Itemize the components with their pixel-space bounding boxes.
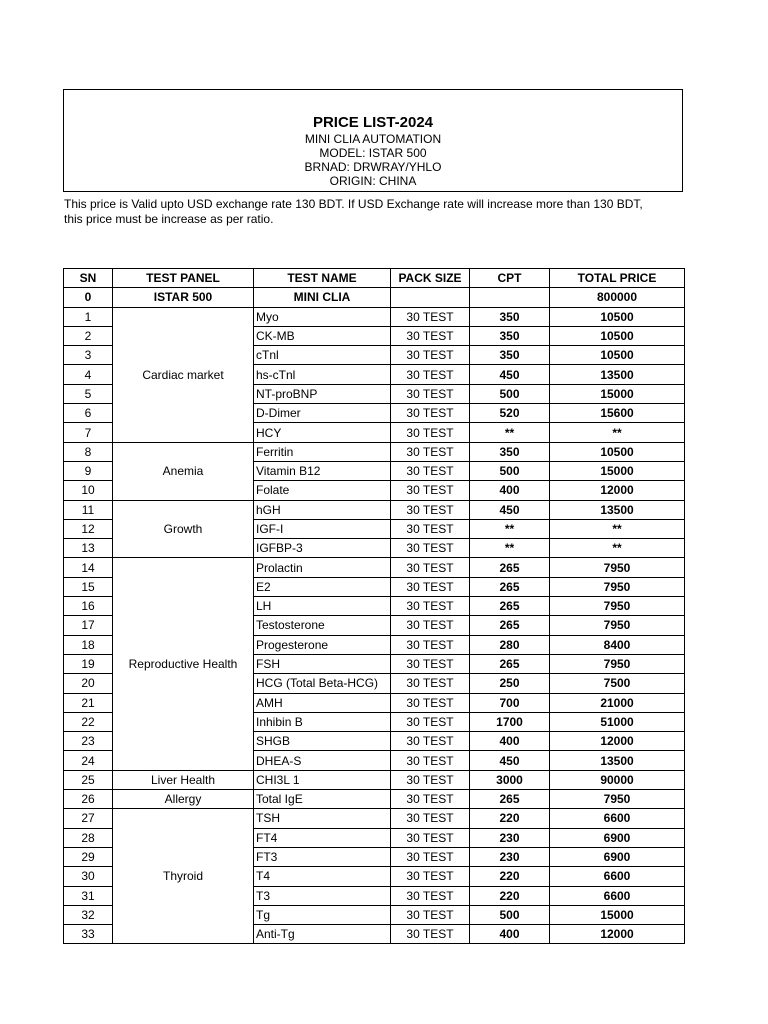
sn-cell: 7	[64, 423, 113, 442]
total-price-cell: 13500	[550, 500, 685, 519]
sn-cell: 33	[64, 925, 113, 944]
pack-size-cell: 30 TEST	[391, 500, 470, 519]
cpt-cell: **	[470, 539, 550, 558]
table-row	[64, 288, 685, 307]
page-title: PRICE LIST-2024	[312, 114, 434, 131]
pack-size-cell: 30 TEST	[391, 577, 470, 596]
sn-cell: 11	[64, 500, 113, 519]
cpt-cell: 280	[470, 635, 550, 654]
pack-size-cell: 30 TEST	[391, 597, 470, 616]
total-price-cell: 6600	[550, 809, 685, 828]
pack-size-cell: 30 TEST	[391, 558, 470, 577]
price-table	[63, 268, 685, 944]
cpt-cell: 350	[470, 326, 550, 345]
cpt-cell: 265	[470, 616, 550, 635]
sn-cell: 22	[64, 712, 113, 731]
total-price-cell: 13500	[550, 365, 685, 384]
total-price-cell: 7950	[550, 790, 685, 809]
cpt-cell: 265	[470, 597, 550, 616]
test-name-cell: IGFBP-3	[254, 539, 391, 558]
pack-size-cell: 30 TEST	[391, 616, 470, 635]
sn-cell: 1	[64, 307, 113, 326]
pack-size-cell: 30 TEST	[391, 326, 470, 345]
test-name-cell: LH	[254, 597, 391, 616]
sn-cell: 24	[64, 751, 113, 770]
test-name-cell: Inhibin B	[254, 712, 391, 731]
test-name-cell: T3	[254, 886, 391, 905]
cpt-cell: 400	[470, 481, 550, 500]
pack-size-cell: 30 TEST	[391, 732, 470, 751]
cpt-cell: **	[470, 519, 550, 538]
subtitle-model: MODEL: ISTAR 500	[319, 146, 427, 160]
pack-size-cell: 30 TEST	[391, 674, 470, 693]
total-price-cell: 6900	[550, 828, 685, 847]
cpt-cell: 265	[470, 790, 550, 809]
sn-cell: 27	[64, 809, 113, 828]
cpt-cell: 400	[470, 925, 550, 944]
table-body	[64, 288, 685, 944]
test-name-cell: MINI CLIA	[254, 288, 391, 307]
test-name-cell: E2	[254, 577, 391, 596]
panel-cell: Growth	[113, 500, 254, 558]
test-name-cell: Folate	[254, 481, 391, 500]
cpt-cell	[470, 288, 550, 307]
sn-cell: 28	[64, 828, 113, 847]
sn-cell: 32	[64, 905, 113, 924]
subtitle-brand: BRNAD: DRWRAY/YHLO	[304, 160, 442, 174]
pack-size-cell: 30 TEST	[391, 790, 470, 809]
total-price-cell: 15600	[550, 404, 685, 423]
total-price-cell: 21000	[550, 693, 685, 712]
cpt-cell: 450	[470, 751, 550, 770]
cpt-cell: 500	[470, 461, 550, 480]
test-name-cell: Progesterone	[254, 635, 391, 654]
exchange-rate-note: This price is Valid upto USD exchange rate 130 BDT. If USD Exchange rate will increase more than 130 BDT, this price must be increase as per ratio.	[64, 197, 643, 226]
pack-size-cell: 30 TEST	[391, 770, 470, 789]
table-row	[64, 809, 685, 828]
test-name-cell: FSH	[254, 654, 391, 673]
test-name-cell: AMH	[254, 693, 391, 712]
panel-cell: Thyroid	[113, 809, 254, 944]
sn-cell: 0	[64, 288, 113, 307]
total-price-cell: 7950	[550, 616, 685, 635]
test-name-cell: CHI3L 1	[254, 770, 391, 789]
sn-cell: 29	[64, 847, 113, 866]
test-name-cell: FT3	[254, 847, 391, 866]
test-name-cell: HCG (Total Beta-HCG)	[254, 674, 391, 693]
pack-size-cell: 30 TEST	[391, 442, 470, 461]
total-price-cell: 10500	[550, 346, 685, 365]
panel-cell: Liver Health	[113, 770, 254, 789]
pack-size-cell: 30 TEST	[391, 925, 470, 944]
pack-size-cell: 30 TEST	[391, 712, 470, 731]
test-name-cell: Prolactin	[254, 558, 391, 577]
cpt-cell: 265	[470, 558, 550, 577]
cpt-cell: 500	[470, 905, 550, 924]
pack-size-cell: 30 TEST	[391, 365, 470, 384]
column-header-cpt: CPT	[470, 269, 550, 288]
subtitle-origin: ORIGIN: CHINA	[329, 174, 417, 188]
cpt-cell: 400	[470, 732, 550, 751]
cpt-cell: 230	[470, 847, 550, 866]
total-price-cell: 6900	[550, 847, 685, 866]
sn-cell: 10	[64, 481, 113, 500]
pack-size-cell: 30 TEST	[391, 539, 470, 558]
test-name-cell: Tg	[254, 905, 391, 924]
sn-cell: 9	[64, 461, 113, 480]
pack-size-cell: 30 TEST	[391, 307, 470, 326]
sn-cell: 17	[64, 616, 113, 635]
sn-cell: 18	[64, 635, 113, 654]
sn-cell: 21	[64, 693, 113, 712]
total-price-cell: 8400	[550, 635, 685, 654]
test-name-cell: Testosterone	[254, 616, 391, 635]
cpt-cell: 450	[470, 500, 550, 519]
test-name-cell: IGF-I	[254, 519, 391, 538]
pack-size-cell: 30 TEST	[391, 404, 470, 423]
total-price-cell: 6600	[550, 886, 685, 905]
test-name-cell: hGH	[254, 500, 391, 519]
test-name-cell: Vitamin B12	[254, 461, 391, 480]
test-name-cell: cTnl	[254, 346, 391, 365]
sn-cell: 23	[64, 732, 113, 751]
total-price-cell: 12000	[550, 732, 685, 751]
total-price-cell: 12000	[550, 925, 685, 944]
cpt-cell: 250	[470, 674, 550, 693]
test-name-cell: HCY	[254, 423, 391, 442]
sn-cell: 8	[64, 442, 113, 461]
panel-cell: ISTAR 500	[113, 288, 254, 307]
column-header-total-price: TOTAL PRICE	[550, 269, 685, 288]
test-name-cell: CK-MB	[254, 326, 391, 345]
panel-cell: Reproductive Health	[113, 558, 254, 770]
total-price-cell: 12000	[550, 481, 685, 500]
sn-cell: 30	[64, 867, 113, 886]
total-price-cell: 10500	[550, 326, 685, 345]
sn-cell: 5	[64, 384, 113, 403]
pack-size-cell: 30 TEST	[391, 461, 470, 480]
total-price-cell: **	[550, 519, 685, 538]
panel-cell: Anemia	[113, 442, 254, 500]
pack-size-cell	[391, 288, 470, 307]
sn-cell: 15	[64, 577, 113, 596]
sn-cell: 2	[64, 326, 113, 345]
total-price-cell: 7950	[550, 654, 685, 673]
test-name-cell: T4	[254, 867, 391, 886]
test-name-cell: Total IgE	[254, 790, 391, 809]
test-name-cell: D-Dimer	[254, 404, 391, 423]
cpt-cell: 220	[470, 809, 550, 828]
total-price-cell: 10500	[550, 442, 685, 461]
column-header-pack-size: PACK SIZE	[391, 269, 470, 288]
test-name-cell: SHGB	[254, 732, 391, 751]
total-price-cell: 15000	[550, 461, 685, 480]
cpt-cell: 1700	[470, 712, 550, 731]
column-header-test-panel: TEST PANEL	[113, 269, 254, 288]
test-name-cell: Myo	[254, 307, 391, 326]
sn-cell: 6	[64, 404, 113, 423]
pack-size-cell: 30 TEST	[391, 635, 470, 654]
pack-size-cell: 30 TEST	[391, 905, 470, 924]
cpt-cell: 230	[470, 828, 550, 847]
header-box	[63, 89, 683, 192]
sn-cell: 25	[64, 770, 113, 789]
total-price-cell: 7950	[550, 577, 685, 596]
pack-size-cell: 30 TEST	[391, 519, 470, 538]
total-price-cell: 7950	[550, 558, 685, 577]
sn-cell: 4	[64, 365, 113, 384]
test-name-cell: DHEA-S	[254, 751, 391, 770]
cpt-cell: 265	[470, 577, 550, 596]
table-row	[64, 307, 685, 326]
total-price-cell: **	[550, 423, 685, 442]
test-name-cell: Anti-Tg	[254, 925, 391, 944]
table-header-row	[64, 269, 685, 288]
cpt-cell: 450	[470, 365, 550, 384]
pack-size-cell: 30 TEST	[391, 423, 470, 442]
total-price-cell: 6600	[550, 867, 685, 886]
test-name-cell: hs-cTnl	[254, 365, 391, 384]
cpt-cell: 220	[470, 867, 550, 886]
total-price-cell: 10500	[550, 307, 685, 326]
total-price-cell: 90000	[550, 770, 685, 789]
pack-size-cell: 30 TEST	[391, 654, 470, 673]
pack-size-cell: 30 TEST	[391, 346, 470, 365]
pack-size-cell: 30 TEST	[391, 828, 470, 847]
total-price-cell: 15000	[550, 905, 685, 924]
test-name-cell: Ferritin	[254, 442, 391, 461]
sn-cell: 26	[64, 790, 113, 809]
sn-cell: 20	[64, 674, 113, 693]
cpt-cell: 350	[470, 442, 550, 461]
total-price-cell: 51000	[550, 712, 685, 731]
total-price-cell: 15000	[550, 384, 685, 403]
column-header-test-name: TEST NAME	[254, 269, 391, 288]
subtitle-automation: MINI CLIA AUTOMATION	[304, 132, 442, 146]
cpt-cell: 700	[470, 693, 550, 712]
pack-size-cell: 30 TEST	[391, 384, 470, 403]
table-row	[64, 500, 685, 519]
table-row	[64, 790, 685, 809]
sn-cell: 16	[64, 597, 113, 616]
pack-size-cell: 30 TEST	[391, 481, 470, 500]
table-row	[64, 442, 685, 461]
pack-size-cell: 30 TEST	[391, 886, 470, 905]
cpt-cell: 500	[470, 384, 550, 403]
pack-size-cell: 30 TEST	[391, 809, 470, 828]
total-price-cell: 7950	[550, 597, 685, 616]
pack-size-cell: 30 TEST	[391, 693, 470, 712]
total-price-cell: 7500	[550, 674, 685, 693]
table-row	[64, 558, 685, 577]
pack-size-cell: 30 TEST	[391, 847, 470, 866]
sn-cell: 12	[64, 519, 113, 538]
sn-cell: 31	[64, 886, 113, 905]
cpt-cell: 350	[470, 307, 550, 326]
test-name-cell: TSH	[254, 809, 391, 828]
test-name-cell: NT-proBNP	[254, 384, 391, 403]
cpt-cell: 220	[470, 886, 550, 905]
sn-cell: 14	[64, 558, 113, 577]
table-row	[64, 770, 685, 789]
total-price-cell: **	[550, 539, 685, 558]
panel-cell: Cardiac market	[113, 307, 254, 442]
column-header-sn: SN	[64, 269, 113, 288]
cpt-cell: 520	[470, 404, 550, 423]
total-price-cell: 800000	[550, 288, 685, 307]
sn-cell: 3	[64, 346, 113, 365]
cpt-cell: 265	[470, 654, 550, 673]
cpt-cell: 350	[470, 346, 550, 365]
total-price-cell: 13500	[550, 751, 685, 770]
sn-cell: 19	[64, 654, 113, 673]
pack-size-cell: 30 TEST	[391, 751, 470, 770]
test-name-cell: FT4	[254, 828, 391, 847]
pack-size-cell: 30 TEST	[391, 867, 470, 886]
panel-cell: Allergy	[113, 790, 254, 809]
cpt-cell: **	[470, 423, 550, 442]
cpt-cell: 3000	[470, 770, 550, 789]
sn-cell: 13	[64, 539, 113, 558]
